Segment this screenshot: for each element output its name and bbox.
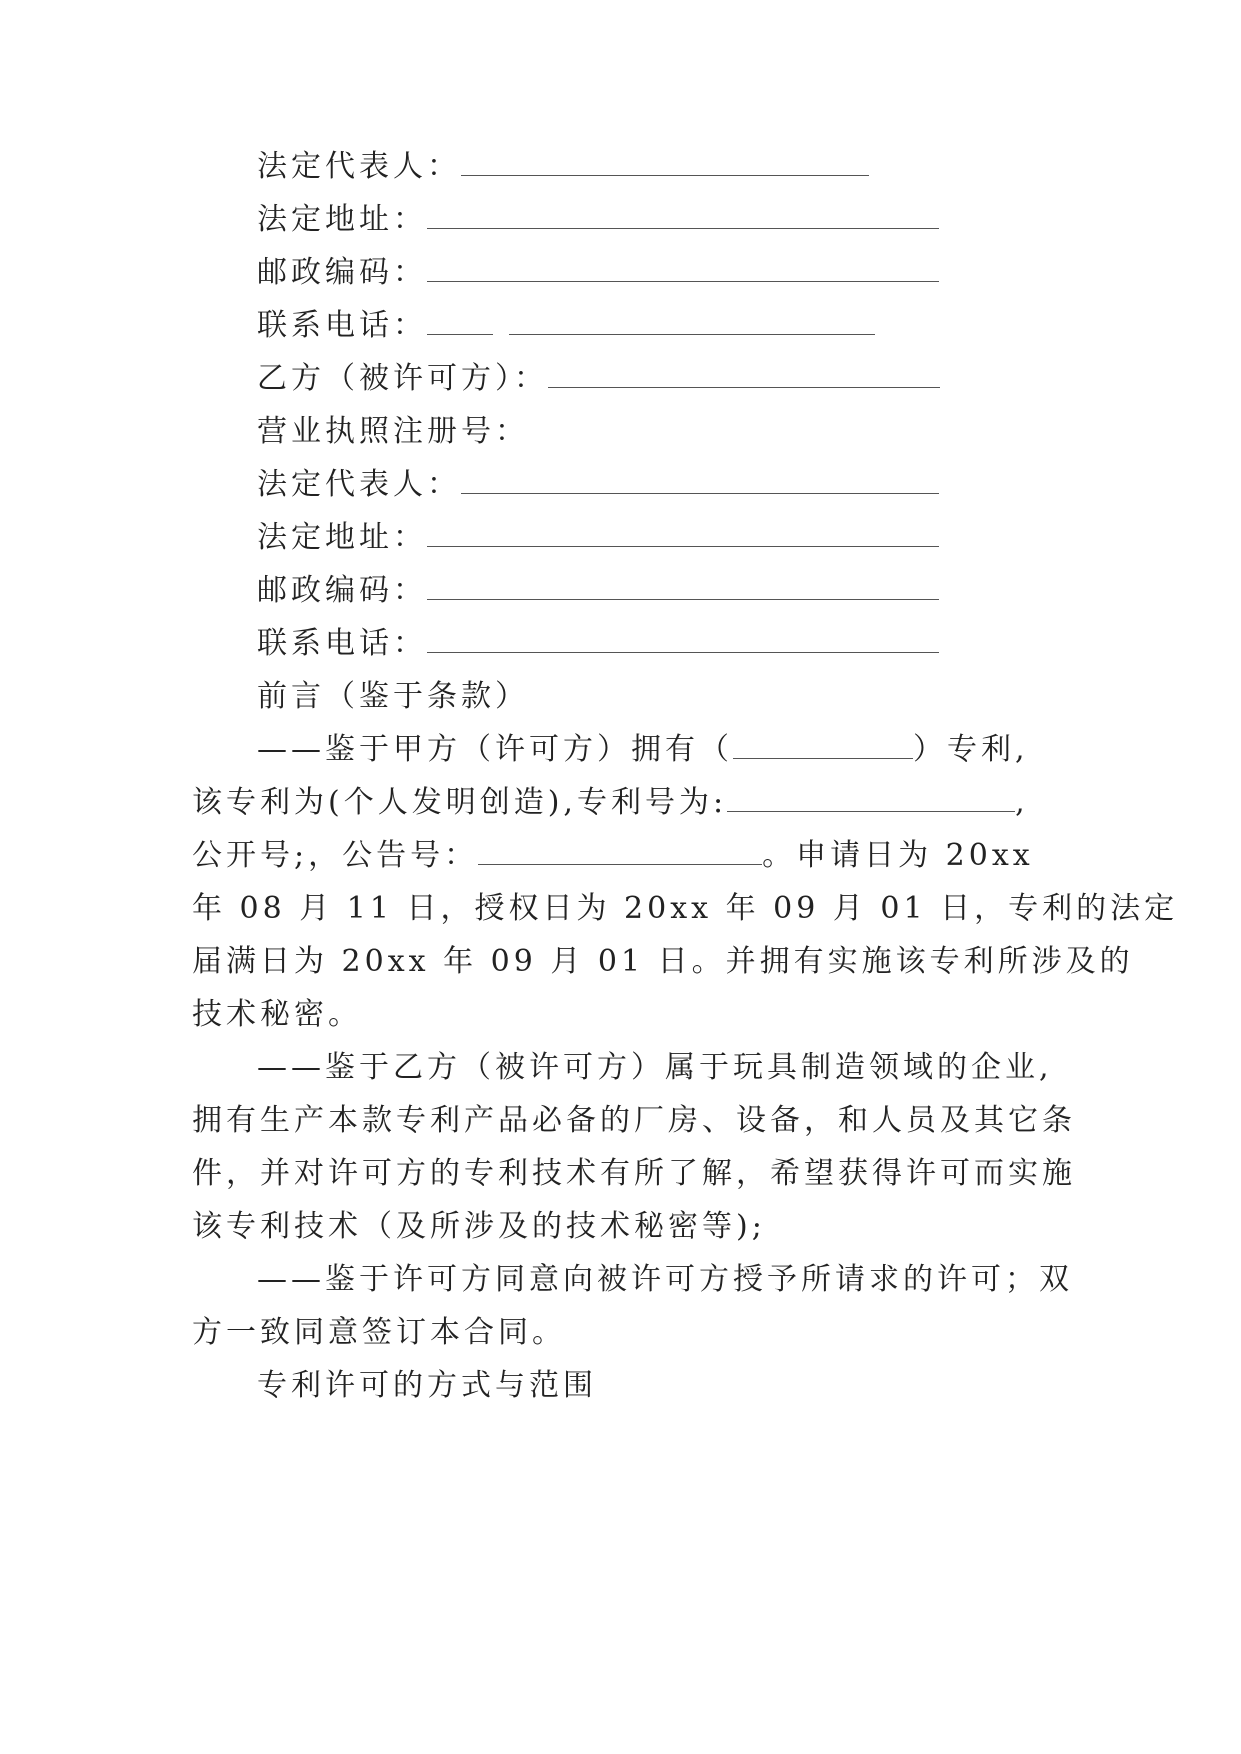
partyB-legal-rep-label: 法定代表人： xyxy=(257,467,461,502)
partyB-name-blank[interactable] xyxy=(548,362,940,388)
partyA-legal-address-blank[interactable] xyxy=(427,203,939,229)
partyB-legal-rep-row xyxy=(257,465,1117,505)
partyB-postal-code-row xyxy=(257,571,1117,611)
preamble-p1-line1-start: ——鉴于甲方（许可方）拥有（ xyxy=(257,732,733,767)
partyB-phone-label: 联系电话： xyxy=(257,626,427,661)
partyB-legal-address-blank[interactable] xyxy=(427,521,939,547)
partyB-postal-code-label: 邮政编码： xyxy=(257,573,427,608)
partyB-phone-blank[interactable] xyxy=(427,627,939,653)
partyA-legal-rep-row xyxy=(257,147,1117,187)
partyA-legal-address-label: 法定地址： xyxy=(257,202,427,237)
partyA-phone-area-blank[interactable] xyxy=(427,309,493,335)
partyB-phone-row xyxy=(257,624,1117,664)
announcement-number-blank[interactable] xyxy=(478,839,762,865)
partyA-postal-code-row xyxy=(257,253,1117,293)
preamble-p1-line2-end: , xyxy=(1015,785,1029,820)
preamble-heading: 前言（鉴于条款） xyxy=(257,679,529,714)
preamble-p3-line2: 方一致同意签订本合同。 xyxy=(192,1315,566,1350)
preamble-p2-line4: 该专利技术（及所涉及的技术秘密等); xyxy=(192,1209,766,1244)
partyA-legal-rep-blank[interactable] xyxy=(461,150,869,176)
preamble-p1-line6: 技术秘密。 xyxy=(192,997,362,1032)
partyB-legal-address-row xyxy=(257,518,1117,558)
preamble-p1-line3-end: 。申请日为 20xx xyxy=(762,838,1034,873)
preamble-p1-line3 xyxy=(192,836,1052,876)
preamble-p1-line2 xyxy=(192,783,1052,823)
partyB-legal-address-label: 法定地址： xyxy=(257,520,427,555)
partyA-postal-code-blank[interactable] xyxy=(427,256,939,282)
partyB-postal-code-blank[interactable] xyxy=(427,574,939,600)
preamble-p1-line3-start: 公开号;，公告号： xyxy=(192,838,479,873)
partyA-phone-row xyxy=(257,306,1117,346)
preamble-p1-line1-end: ）专利, xyxy=(913,732,1029,767)
patent-name-blank[interactable] xyxy=(733,733,913,759)
preamble-p1-line1 xyxy=(257,730,1117,770)
partyA-postal-code-label: 邮政编码： xyxy=(257,255,427,290)
preamble-p3-line1: ——鉴于许可方同意向被许可方授予所请求的许可；双 xyxy=(257,1262,1073,1297)
patent-number-blank[interactable] xyxy=(727,786,1015,812)
partyB-legal-rep-blank[interactable] xyxy=(461,468,939,494)
partyB-business-license-row xyxy=(257,412,1117,452)
partyA-legal-address-row xyxy=(257,200,1117,240)
preamble-p1-line2-start: 该专利为(个人发明创造),专利号为: xyxy=(192,785,728,820)
partyA-phone-number-blank[interactable] xyxy=(509,309,875,335)
preamble-p1-line5: 届满日为 20xx 年 09 月 01 日。并拥有实施该专利所涉及的 xyxy=(192,944,1134,979)
partyA-legal-rep-label: 法定代表人： xyxy=(257,149,461,184)
preamble-p2-line3: 件，并对许可方的专利技术有所了解，希望获得许可而实施 xyxy=(192,1156,1076,1191)
partyB-title-row xyxy=(257,359,1117,399)
preamble-p2-line1: ——鉴于乙方（被许可方）属于玩具制造领域的企业, xyxy=(257,1050,1053,1085)
preamble-p1-line4: 年 08 月 11 日，授权日为 20xx 年 09 月 01 日，专利的法定 xyxy=(192,891,1179,926)
partyB-business-license-label: 营业执照注册号： xyxy=(257,414,529,449)
preamble-p2-line2: 拥有生产本款专利产品必备的厂房、设备，和人员及其它条 xyxy=(192,1103,1076,1138)
partyB-title-label: 乙方（被许可方）： xyxy=(257,361,548,396)
section-heading: 专利许可的方式与范围 xyxy=(257,1368,597,1403)
partyA-phone-label: 联系电话： xyxy=(257,308,427,343)
